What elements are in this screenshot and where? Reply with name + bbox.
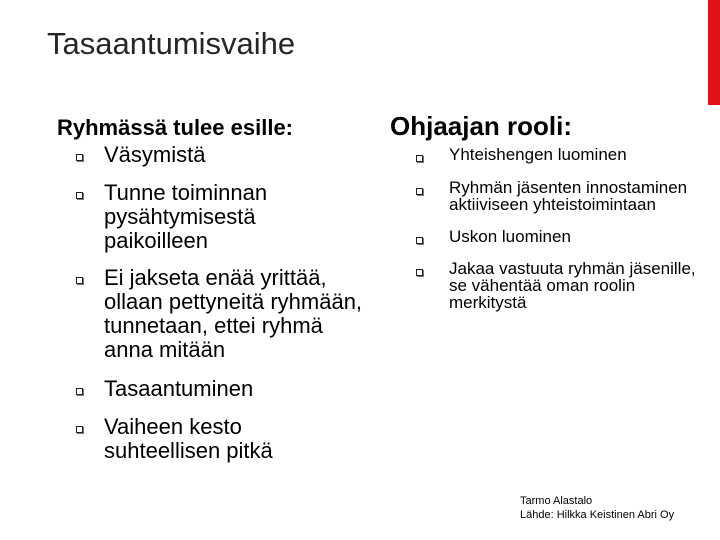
list-item-text: Uskon luominen xyxy=(449,227,571,246)
square-bullet-icon xyxy=(76,426,83,433)
square-bullet-icon xyxy=(416,155,423,162)
list-item xyxy=(74,377,364,401)
square-bullet-icon xyxy=(416,237,423,244)
credit-author: Tarmo Alastalo xyxy=(520,495,593,507)
accent-bar xyxy=(708,0,720,105)
list-item xyxy=(414,228,704,245)
list-item-text: Ryhmän jäsenten innostaminen aktiiviseen yhteistoimintaan xyxy=(449,178,688,214)
credit-block xyxy=(520,494,674,522)
right-column-heading: Ohjaajan rooli: xyxy=(390,111,573,141)
list-item xyxy=(414,260,704,311)
square-bullet-icon xyxy=(76,277,83,284)
list-item-text: Väsymistä xyxy=(104,142,206,167)
right-bullet-list xyxy=(414,146,704,311)
square-bullet-icon xyxy=(416,188,423,195)
square-bullet-icon xyxy=(416,269,423,276)
list-item xyxy=(74,181,364,253)
list-item-text: Jakaa vastuuta ryhmän jäsenille, se vähentää oman roolin merkitystä xyxy=(449,259,696,312)
credit-source: Lähde: Hilkka Keistinen Abri Oy xyxy=(520,509,675,521)
list-item-text: Yhteishengen luominen xyxy=(449,145,627,164)
square-bullet-icon xyxy=(76,388,83,395)
list-item-text: Tunne toiminnan pysähtymisestä paikoilleen xyxy=(104,180,268,253)
list-item-text: Tasaantuminen xyxy=(104,376,254,401)
list-item xyxy=(414,179,704,213)
list-item xyxy=(74,266,364,362)
left-bullet-list xyxy=(74,143,364,463)
list-item-text: Vaiheen kesto suhteellisen pitkä xyxy=(104,414,273,463)
list-item xyxy=(74,415,364,463)
list-item xyxy=(414,146,704,163)
square-bullet-icon xyxy=(76,154,83,161)
square-bullet-icon xyxy=(76,192,83,199)
list-item-text: Ei jakseta enää yrittää, ollaan pettyneitä ryhmään, tunnetaan, ettei ryhmä anna mitään xyxy=(104,265,363,362)
left-column-heading: Ryhmässä tulee esille: xyxy=(57,115,294,140)
slide-title: Tasaantumisvaihe xyxy=(47,26,296,61)
list-item xyxy=(74,143,364,167)
